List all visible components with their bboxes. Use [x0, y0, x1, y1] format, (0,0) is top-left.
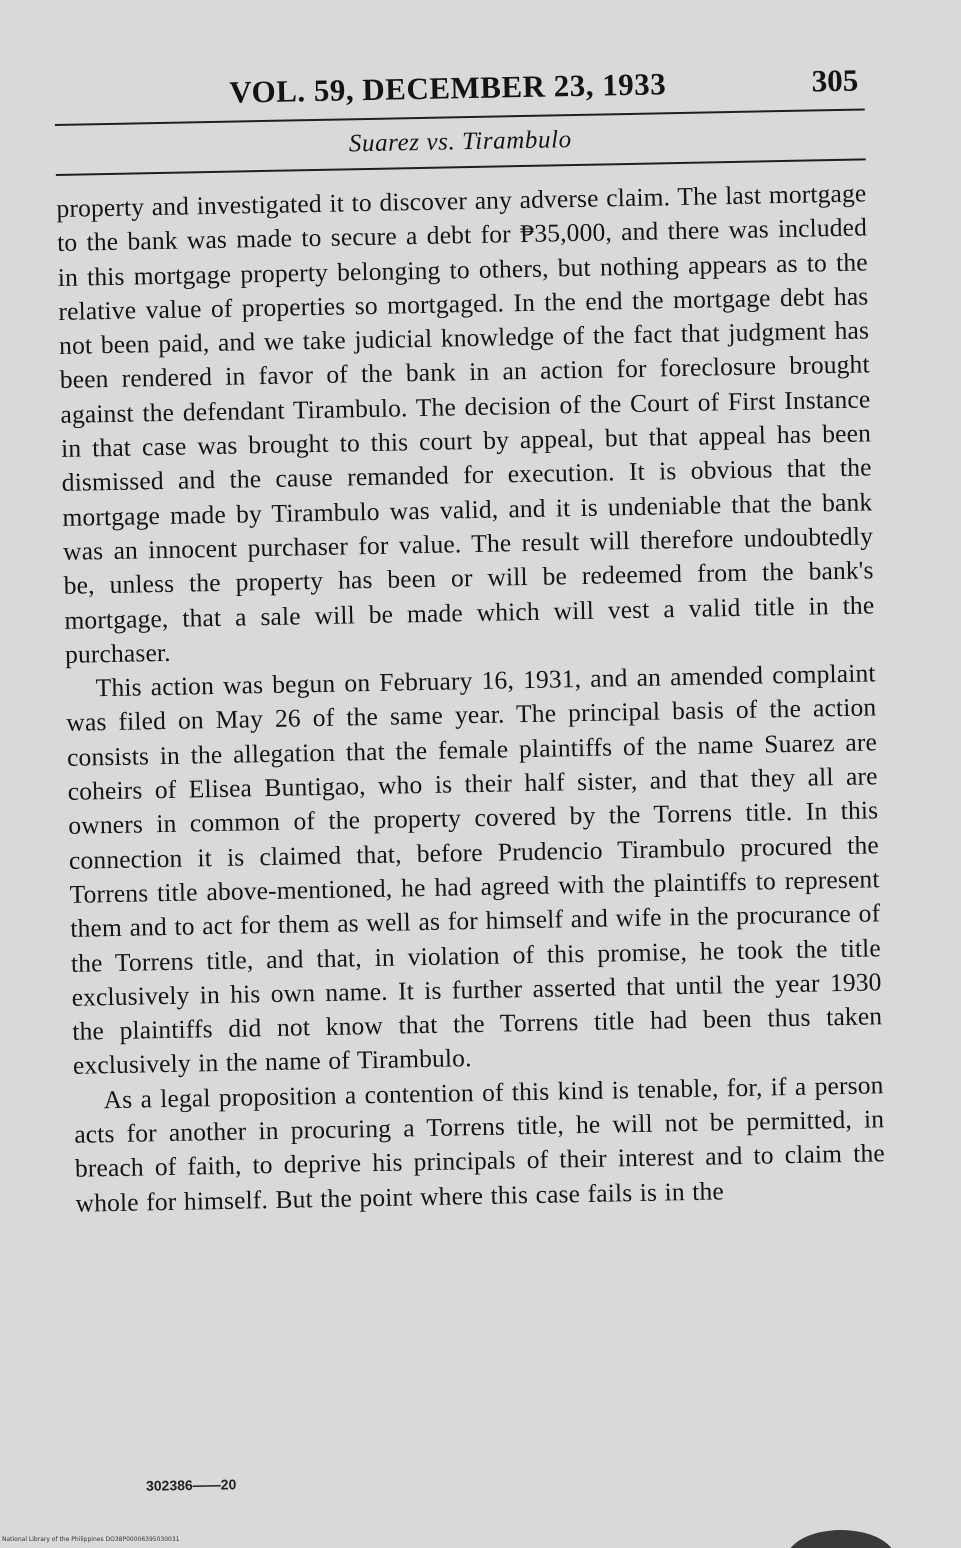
- library-tag: National Library of the Philippines DO38P00006395030031: [2, 1536, 180, 1543]
- printer-signature: 302386——20: [145, 1476, 237, 1494]
- paragraph-2: This action was begun on February 16, 1931, and an amended complaint was filed on May 26 of the same year. The principal basis of the action consists in the allegation that the female plaintiffs of the name Suarez are coheirs of Elisea Buntigao, who is their half sister, and that they all are owners in common of the property covered by the Torrens title. In this connection it is claimed that, before Prudencio Tirambulo procured the Torrens title above-mentioned, he had agreed with the plaintiffs to represent them and to act for them as well as for himself and wife in the procurance of the Torrens title, and that, in violation of this promise, he took the title exclusively in his own name. It is further asserted that until the year 1930 the plaintiffs did not know that the Torrens title had been thus taken exclusively in the name of Tirambulo.: [66, 658, 883, 1081]
- paragraph-3: As a legal proposition a contention of this kind is tenable, for, if a person acts for another in procuring a Torrens title, he will not be permitted, in breach of faith, to deprive his principals of their interest and to claim the whole for himself. But the point where this case fails is in the: [74, 1069, 886, 1218]
- page-content: [54, 62, 886, 1220]
- body-text: [56, 176, 886, 1220]
- volume-date-header: VOL. 59, DECEMBER 23, 1933: [228, 66, 667, 110]
- scan-thumb-shadow: [786, 1530, 896, 1548]
- paragraph-1: property and investigated it to discover any adverse claim. The last mortgage to the bank was made to secure a debt for ₱35,000, and there was included in this mortgage property belonging to others, but nothing appears as to the relative value of properties so mortgaged. In the end the mortgage debt has not been paid, and we take judicial knowledge of the fact that judgment has been rendered in favor of the bank in an action for foreclosure brought against the defendant Tirambulo. The decision of the Court of First Instance in that case was brought to this court by appeal, but that appeal has been dismissed and the cause remanded for execution. It is obvious that the mortgage made by Tirambulo was valid, and it is undeniable that the bank was an innocent purchaser for value. The result will therefore undoubtedly be, unless the property has been or will be redeemed from the bank's mortgage, that a sale will be made which will vest a valid title in the purchaser.: [56, 178, 875, 669]
- case-title: Suarez vs. Tirambulo: [348, 126, 572, 158]
- page-number: 305: [811, 62, 859, 99]
